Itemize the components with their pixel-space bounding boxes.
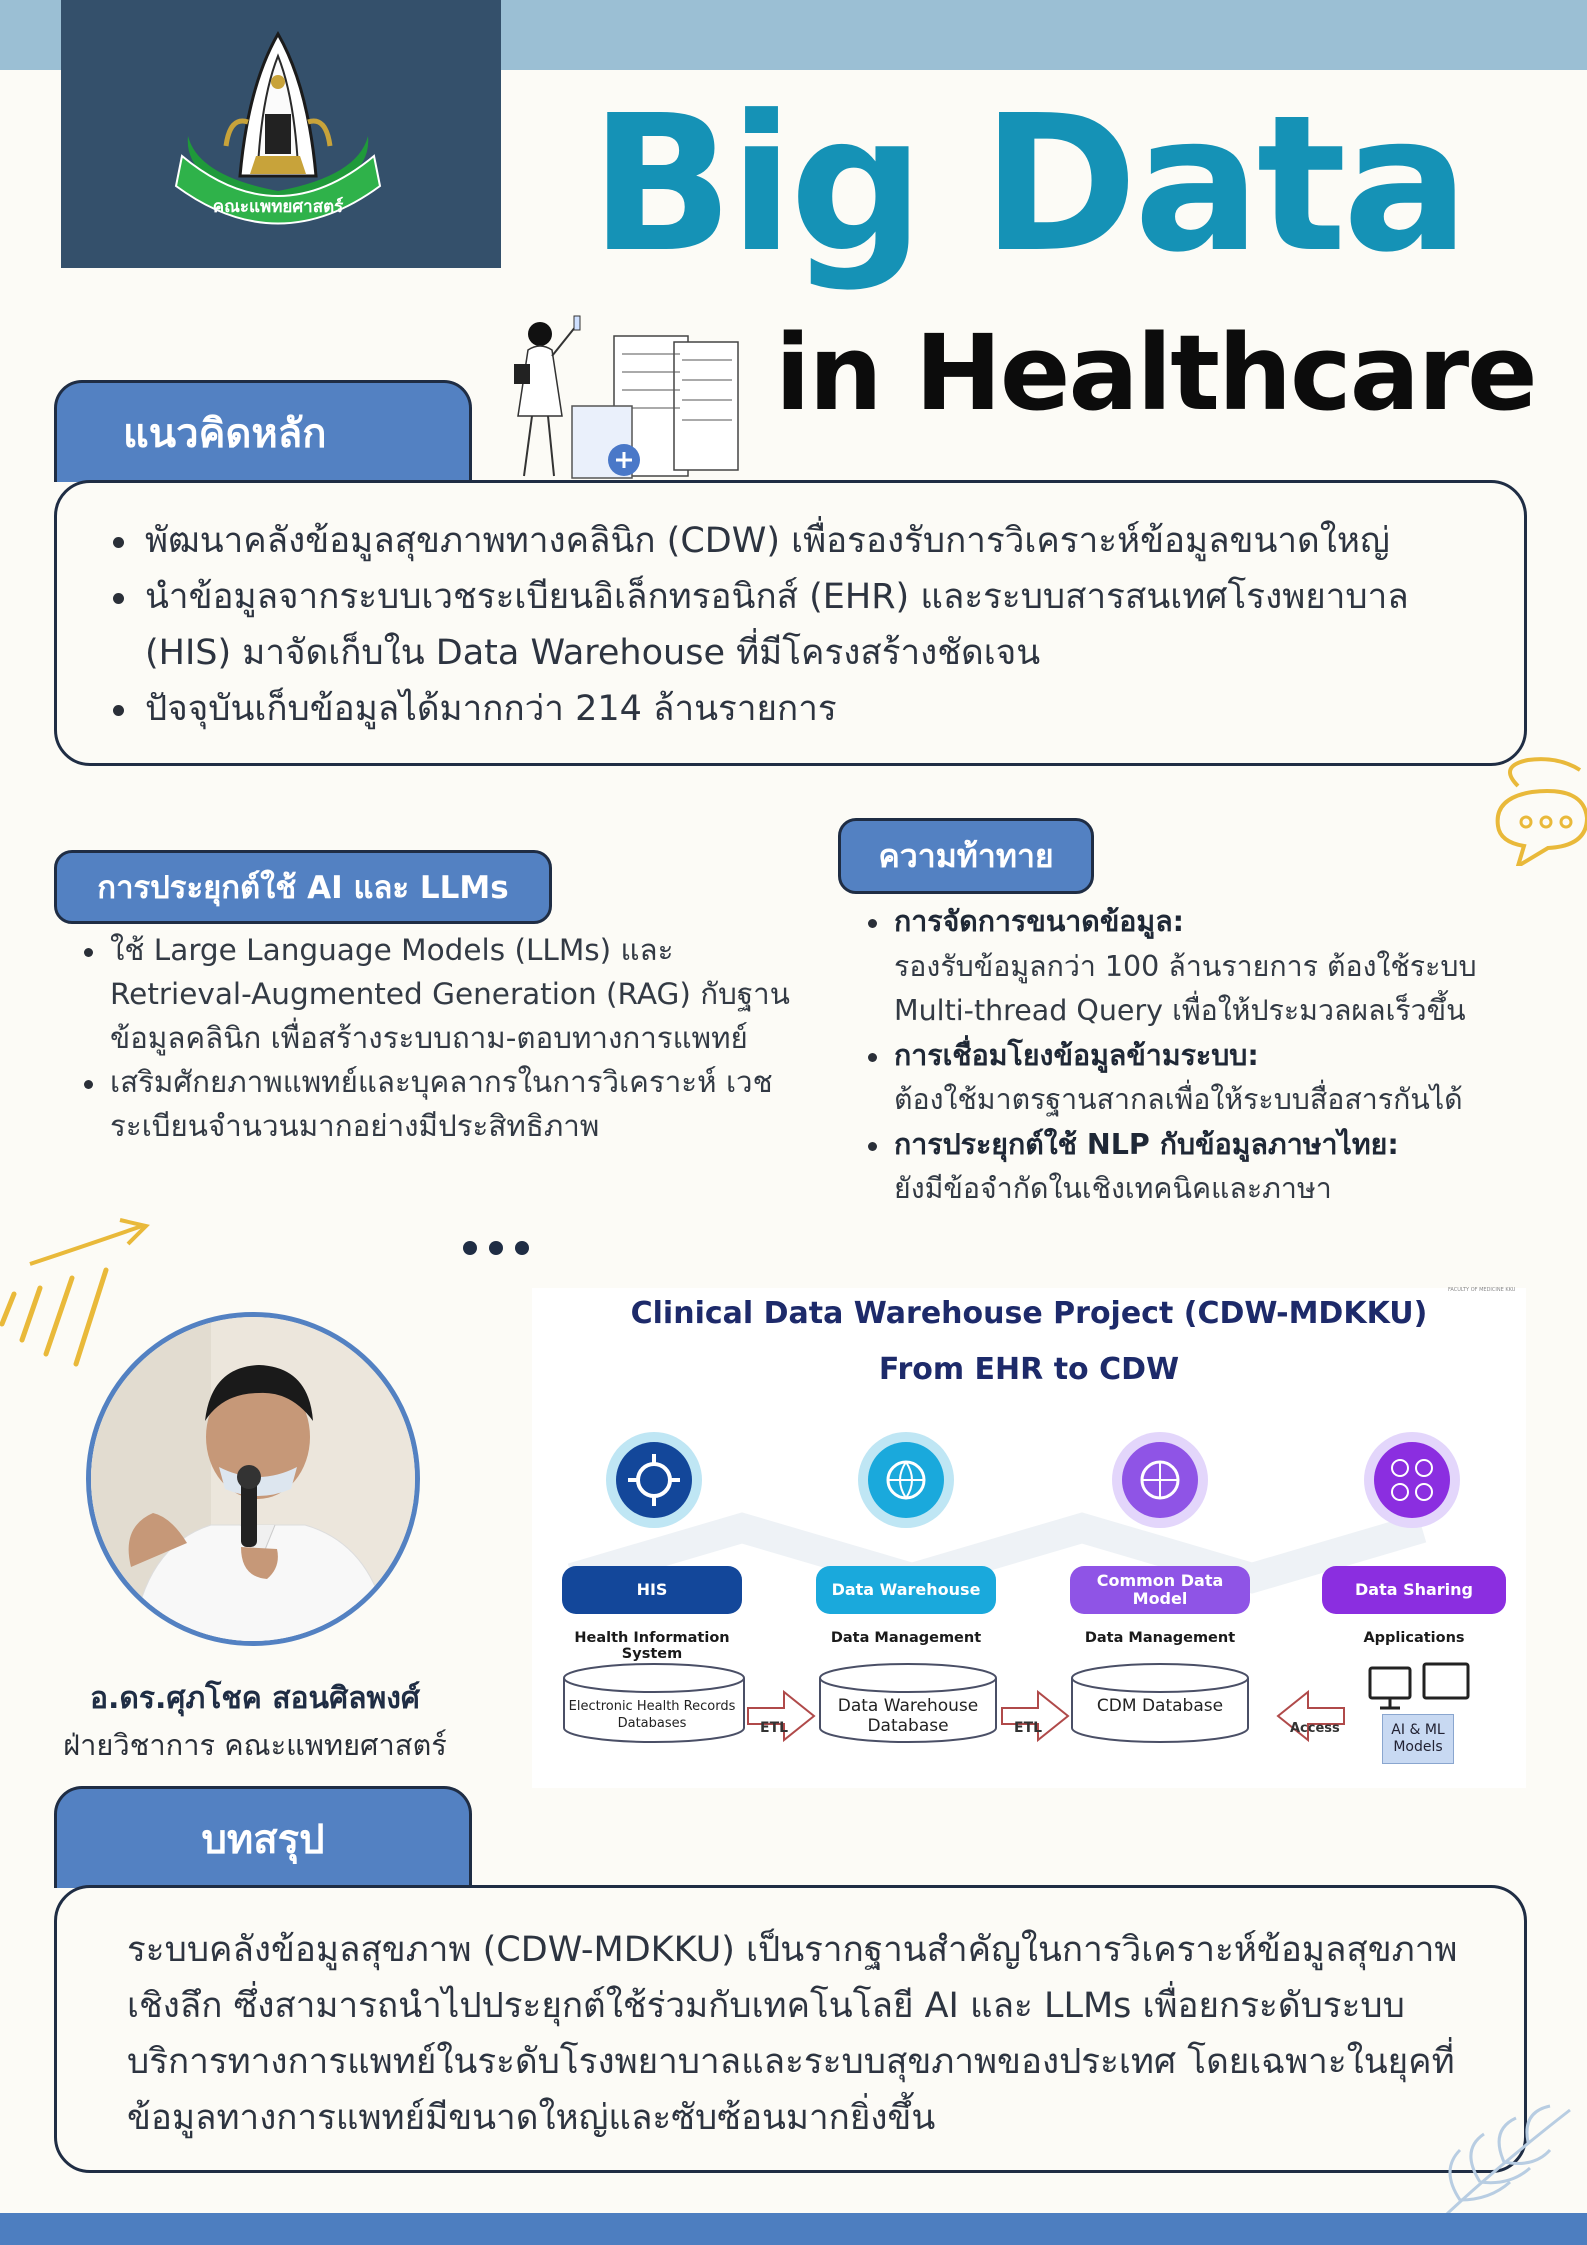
stage-caption: Health Information System [574,1630,730,1662]
main-concept-list [107,513,1484,737]
ai-bullet: ใช้ Large Language Models (LLMs) และ Retrieval-Augmented Generation (RAG) กับฐานข้อมูลคลินิก เพื่อสร้างระบบถาม-ตอบทางการแพทย์ [80,928,820,1060]
stage-pill-cdm: Common Data Model [1070,1566,1250,1614]
challenge-item [864,1123,1544,1212]
stage-pill-his: HIS [562,1566,742,1614]
challenge-heading: การประยุกต์ใช้ NLP กับข้อมูลภาษาไทย: [894,1127,1399,1161]
cdw-subtitle: From EHR to CDW [878,1352,1180,1387]
poster-subtitle: in Healthcare [775,312,1536,434]
faculty-seal-logo [168,26,388,246]
svg-text:คณะแพทยศาสตร์: คณะแพทยศาสตร์ [212,197,344,217]
speaker-photo [86,1312,420,1646]
cdm-globe-icon [1112,1432,1208,1528]
ai-bullet: เสริมศักยภาพแพทย์และบุคลากรในการวิเคราะห์ เวชระเบียนจำนวนมากอย่างมีประสิทธิภาพ [80,1060,820,1148]
seal-banner-text [213,196,344,217]
warehouse-globe-icon [858,1432,954,1528]
tab-summary: บทสรุป [54,1786,472,1888]
doctor-server-illustration [488,306,750,482]
stage-caption: Data Management [1084,1630,1236,1646]
tab-ai-llms: การประยุกต์ใช้ AI และ LLMs [54,850,552,924]
data-sharing-icon [1364,1432,1460,1528]
his-gear-icon [606,1432,702,1528]
speaker-affiliation: ฝ่ายวิชาการ คณะแพทยศาสตร์ [63,1728,447,1762]
cdw-title: Clinical Data Warehouse Project (CDW-MDKKU) [630,1296,1428,1331]
poster-title: Big Data [590,75,1466,294]
db-label-ehr: Electronic Health Records Databases [568,1699,736,1731]
ai-ml-models-label: AI & ML Models [1382,1714,1454,1764]
challenge-item [864,1034,1544,1123]
main-concept-bullet: พัฒนาคลังข้อมูลสุขภาพทางคลินิก (CDW) เพื่อรองรับการวิเคราะห์ข้อมูลขนาดใหญ่ [107,513,1484,569]
stage-caption: Applications [1363,1630,1465,1646]
speaker-name: อ.ดร.ศุภโชค สอนศิลพงศ์ [90,1681,420,1716]
db-label-cdm: CDM Database [1096,1696,1224,1716]
speaker-portrait-image [91,1317,420,1646]
stage-pill-warehouse: Data Warehouse [816,1566,996,1614]
challenge-body: ต้องใช้มาตรฐานสากลเพื่อให้ระบบสื่อสารกันได้ [894,1083,1463,1116]
cdw-tiny-header: FACULTY OF MEDICINE KKU [1448,1287,1516,1293]
application-icons [1370,1664,1468,1708]
summary-box [54,1885,1527,2173]
challenge-heading: การจัดการขนาดข้อมูล: [894,905,1185,938]
arrow-label-access: Access [1290,1721,1340,1736]
challenge-body: รองรับข้อมูลกว่า 100 ล้านรายการ ต้องใช้ระบบ Multi-thread Query เพื่อให้ประมวลผลเร็วขึ้น [894,949,1477,1027]
arrow-label-etl: ETL [760,1720,789,1736]
ellipsis-dots-decoration [460,1236,540,1260]
summary-text: ระบบคลังข้อมูลสุขภาพ (CDW-MDKKU) เป็นรากฐานสำคัญในการวิเคราะห์ข้อมูลสุขภาพเชิงลึก ซึ่งสามารถนำไปประยุกต์ใช้ร่วมกับเทคโนโลยี AI และ LLMs เพื่อยกระดับระบบบริการทางการแพทย์ในระดับโรงพยาบาลและระบบสุขภาพของประเทศ โดยเฉพาะในยุคที่ข้อมูลทางการแพทย์มีขนาดใหญ่และซับซ้อนมากยิ่งขึ้น [127,1930,1458,2138]
stage-caption: Data Management [830,1630,982,1646]
db-label-warehouse: Data Warehouse Database [837,1696,979,1736]
tab-challenges: ความท้าทาย [838,818,1094,894]
challenges-list [864,900,1544,1212]
main-concept-bullet: นำข้อมูลจากระบบเวชระเบียนอิเล็กทรอนิกส์ (EHR) และระบบสารสนเทศโรงพยาบาล (HIS) มาจัดเก็บใน Data Warehouse ที่มีโครงสร้างชัดเจน [107,569,1484,681]
main-concept-bullet: ปัจจุบันเก็บข้อมูลได้มากกว่า 214 ล้านรายการ [107,681,1484,737]
growth-arrow-doodle [0,1214,150,1374]
challenge-body: ยังมีข้อจำกัดในเชิงเทคนิคและภาษา [894,1172,1332,1205]
bottom-band [0,2213,1587,2245]
speech-bubble-icon [1488,756,1587,866]
ai-list [80,928,820,1148]
arrow-label-etl: ETL [1014,1720,1043,1736]
challenge-item [864,900,1544,1034]
challenge-heading: การเชื่อมโยงข้อมูลข้ามระบบ: [894,1038,1259,1072]
tab-main-concept: แนวคิดหลัก [54,380,472,482]
stage-pill-sharing: Data Sharing [1322,1566,1506,1614]
main-concept-box [54,480,1527,766]
